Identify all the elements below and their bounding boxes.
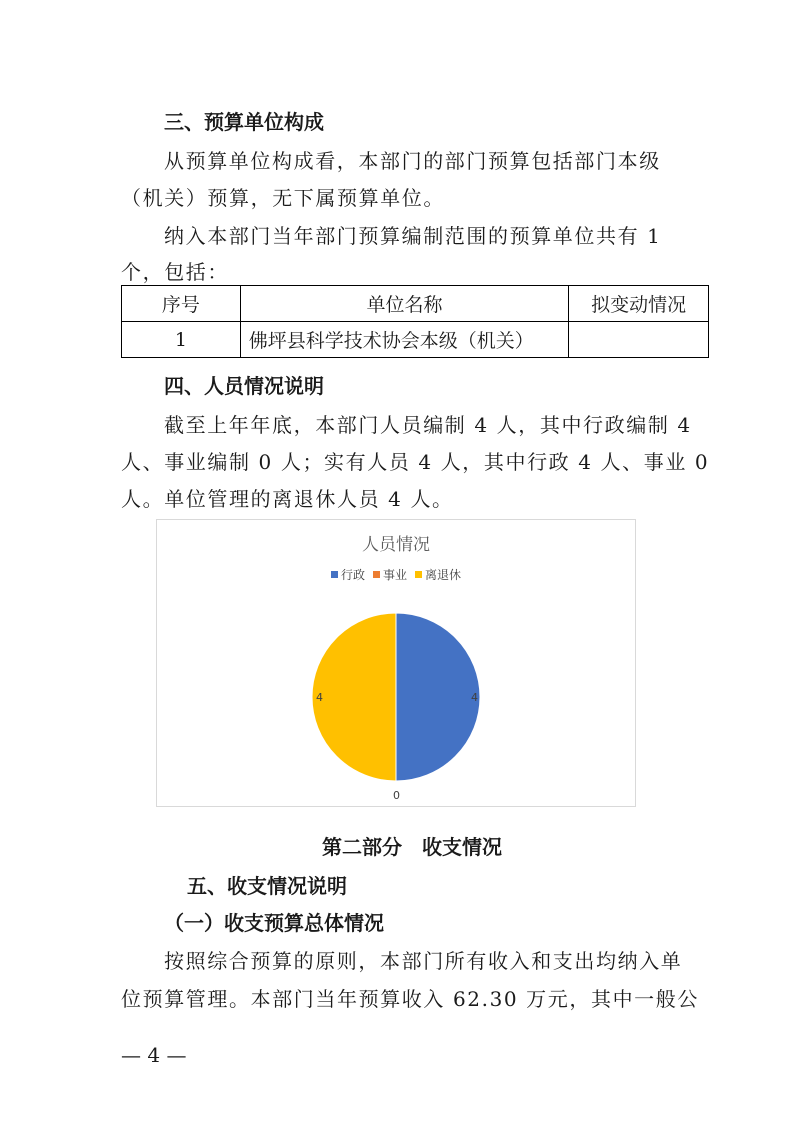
chart-title: 人员情况	[362, 535, 430, 555]
table-header-cell: 单位名称	[240, 286, 568, 322]
part-heading: 第二部分 收支情况	[322, 835, 502, 859]
data-label: 0	[393, 789, 400, 802]
table-header-cell: 序号	[122, 286, 241, 322]
page-number: — 4 —	[121, 1043, 187, 1067]
paragraph-line: （机关）预算，无下属预算单位。	[121, 186, 445, 210]
data-label: 4	[471, 691, 478, 704]
staff-pie-chart	[156, 519, 636, 807]
pie-slice-行政	[396, 613, 480, 781]
pie-plot-area	[157, 520, 635, 806]
table-cell: 佛坪县科学技术协会本级（机关）	[240, 322, 568, 358]
legend-label: 行政	[340, 568, 365, 582]
table-row	[122, 322, 709, 358]
paragraph-line: 位预算管理。本部门当年预算收入 62.30 万元，其中一般公	[121, 987, 699, 1011]
legend-label: 事业	[382, 568, 407, 582]
budget-units-table	[121, 285, 709, 358]
legend-label: 离退休	[425, 568, 462, 582]
table-header-cell: 拟变动情况	[569, 286, 709, 322]
paragraph-line: 从预算单位构成看，本部门的部门预算包括部门本级	[164, 149, 661, 173]
data-label: 4	[316, 691, 323, 704]
subsection-heading: （一）收支预算总体情况	[164, 911, 384, 935]
section-heading-income-expense: 五、收支情况说明	[187, 874, 347, 898]
section-heading-staff: 四、人员情况说明	[164, 374, 324, 398]
section-heading-budget-units: 三、预算单位构成	[164, 110, 324, 134]
pie-slice-离退休	[312, 613, 396, 781]
paragraph-line: 个，包括：	[121, 260, 229, 284]
paragraph-line: 人、事业编制 0 人；实有人员 4 人，其中行政 4 人、事业 0	[121, 450, 710, 474]
paragraph-line: 人。单位管理的离退休人员 4 人。	[121, 487, 454, 511]
paragraph-line: 纳入本部门当年部门预算编制范围的预算单位共有 1	[164, 224, 662, 248]
paragraph-line: 截至上年年底，本部门人员编制 4 人，其中行政编制 4	[164, 413, 692, 437]
table-cell: 1	[122, 322, 241, 358]
paragraph-line: 按照综合预算的原则，本部门所有收入和支出均纳入单	[164, 949, 683, 973]
table-cell	[569, 322, 709, 358]
table-header-row	[122, 286, 709, 322]
